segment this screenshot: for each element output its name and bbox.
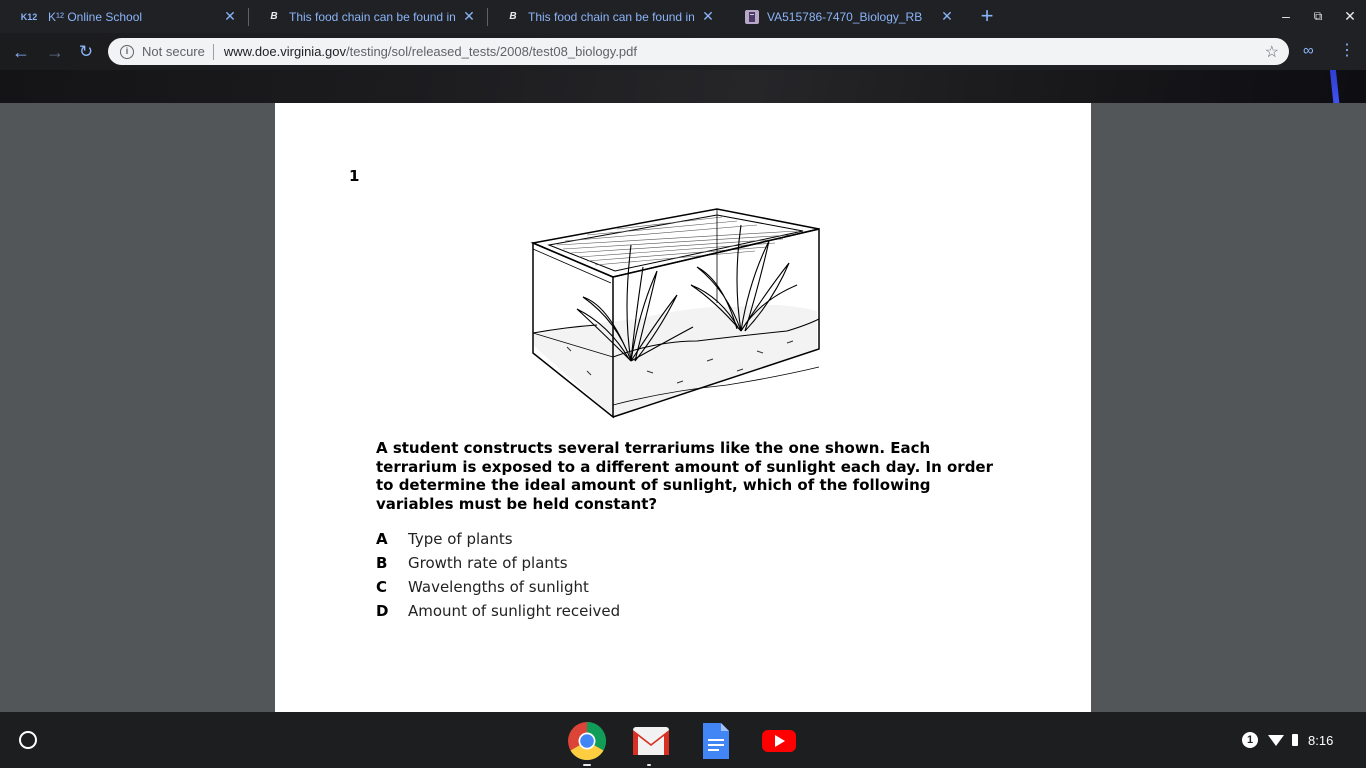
choice-text: Type of plants [408, 530, 513, 548]
running-indicator [583, 764, 591, 766]
omnibox-divider [213, 44, 214, 60]
url-path[interactable]: /testing/sol/released_tests/2008/test08_biology.pdf [346, 44, 638, 59]
k12-favicon-icon: K12 [20, 11, 38, 22]
security-label[interactable]: Not secure [142, 44, 205, 59]
brainly-favicon-icon: B [270, 11, 278, 22]
chrome-icon[interactable] [567, 721, 607, 761]
choice-d [376, 602, 620, 622]
choice-b [376, 554, 568, 574]
wallpaper-streak [1329, 70, 1341, 103]
pdf-page [275, 103, 1091, 712]
tab-food-chain-2[interactable] [488, 0, 726, 33]
desktop-wallpaper [0, 70, 1366, 103]
docs-icon[interactable] [695, 721, 735, 761]
brainly-favicon-icon: B [509, 11, 517, 22]
book-favicon-icon [745, 10, 759, 24]
info-icon[interactable]: i [120, 45, 134, 59]
reload-icon[interactable]: ↻ [78, 42, 94, 61]
tab-strip [0, 0, 1366, 33]
new-tab-button[interactable]: + [980, 3, 994, 28]
tab-title: K¹² Online School [48, 9, 143, 24]
tab-title: VA515786-7470_Biology_RB [767, 9, 923, 24]
pdf-viewer[interactable] [0, 103, 1366, 712]
tab-food-chain-1[interactable] [249, 0, 487, 33]
clock: 8:16 [1308, 732, 1334, 748]
choice-letter: B [376, 554, 388, 572]
choice-a [376, 530, 513, 550]
minimize-icon[interactable]: – [1282, 8, 1290, 24]
choice-text: Amount of sunlight received [408, 602, 621, 620]
back-arrow-icon[interactable]: ← [12, 42, 30, 62]
close-icon[interactable]: ✕ [941, 8, 953, 24]
tab-title: This food chain can be found in [528, 9, 695, 24]
tab-k12[interactable] [0, 0, 248, 33]
gmail-icon[interactable] [631, 721, 671, 761]
notification-count-badge[interactable]: 1 [1242, 732, 1258, 748]
restore-icon[interactable]: ⧉ [1313, 9, 1323, 23]
extension-icon[interactable]: ∞ [1303, 42, 1314, 59]
close-icon[interactable]: ✕ [463, 8, 475, 24]
choice-letter: D [376, 602, 389, 620]
close-icon[interactable]: ✕ [702, 8, 714, 24]
youtube-icon[interactable] [759, 721, 799, 761]
forward-arrow-icon[interactable]: → [46, 42, 64, 62]
launcher-icon[interactable] [19, 731, 37, 749]
tab-title: This food chain can be found in [289, 9, 456, 24]
question-number: 1 [349, 167, 360, 185]
choice-text: Wavelengths of sunlight [408, 578, 589, 596]
menu-dots-icon[interactable]: ⋮ [1339, 42, 1355, 59]
os-shelf [0, 712, 1366, 768]
address-bar[interactable] [108, 38, 1289, 65]
terrarium-illustration [527, 201, 823, 421]
wifi-icon [1268, 735, 1284, 746]
running-indicator [647, 764, 651, 766]
url-host[interactable]: www.doe.virginia.gov [223, 44, 346, 59]
bookmark-star-icon[interactable]: ☆ [1264, 44, 1279, 61]
browser-toolbar [0, 33, 1366, 70]
status-tray[interactable] [1242, 728, 1333, 752]
tab-biology-pdf[interactable] [727, 0, 965, 33]
close-icon[interactable]: ✕ [224, 8, 236, 24]
choice-c [376, 578, 589, 598]
question-text: A student constructs several terrariums like the one shown. Each terrarium is exposed to a different amount of sunlight each day. In order to determine the ideal amount of sunlight, which of the following variables must be held constant? [376, 439, 993, 514]
choice-text: Growth rate of plants [408, 554, 568, 572]
choice-letter: C [376, 578, 388, 596]
close-window-icon[interactable]: ✕ [1344, 8, 1356, 24]
battery-icon [1292, 734, 1298, 746]
choice-letter: A [376, 530, 388, 548]
